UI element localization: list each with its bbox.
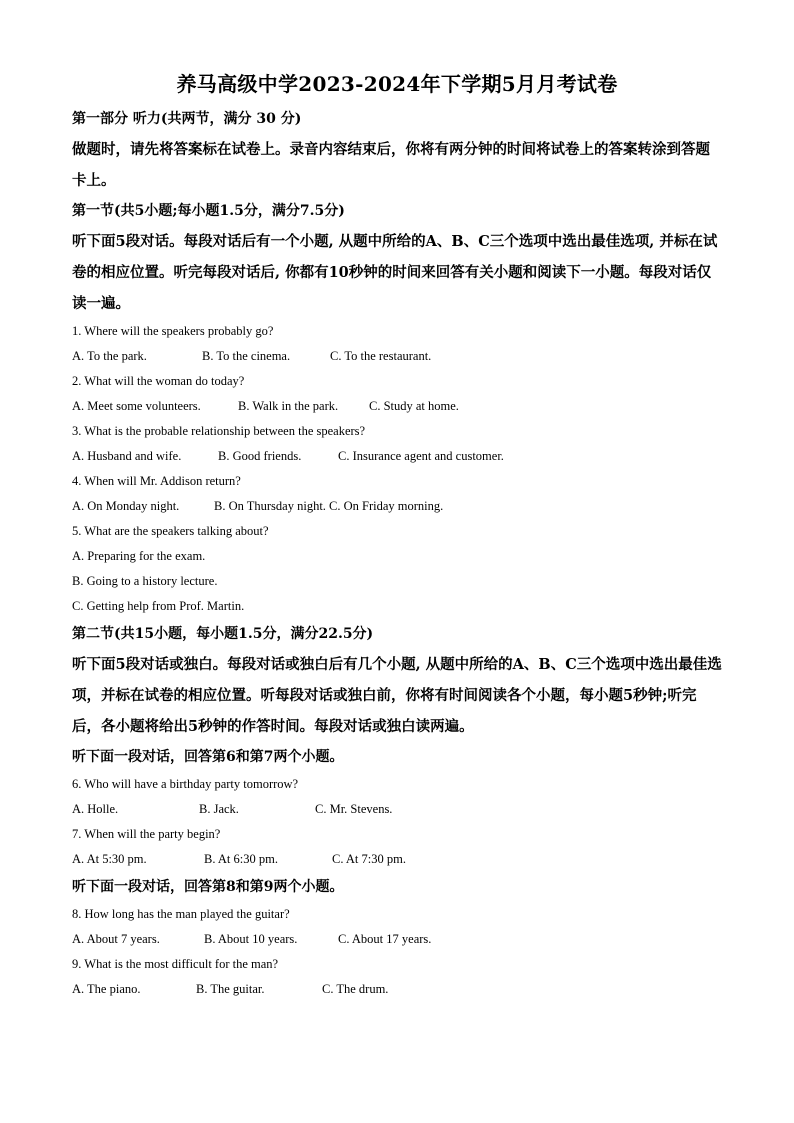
question-3-options bbox=[72, 444, 722, 469]
question-4-options bbox=[72, 494, 722, 519]
section1-instruction: 听下面5段对话。每段对话后有一个小题, 从题中所给的A、B、C三个选项中选出最佳选项, 并标在试卷的相应位置。听完每段对话后, 你都有10秒钟的时间来回答有关小题和阅读下一小题。每段对话仅读一遍。 bbox=[72, 233, 718, 312]
question-8: 8. How long has the man played the guitar? bbox=[72, 907, 290, 921]
option-b: B. The guitar. bbox=[196, 982, 265, 996]
question-7: 7. When will the party begin? bbox=[72, 827, 221, 841]
option-c: C. About 17 years. bbox=[338, 932, 432, 946]
option-c: C. Study at home. bbox=[369, 399, 459, 413]
option-c: C. Mr. Stevens. bbox=[315, 802, 393, 816]
question-7-options bbox=[72, 847, 722, 872]
option-b-c: B. On Thursday night. C. On Friday morning. bbox=[214, 499, 444, 513]
option-b: B. At 6:30 pm. bbox=[204, 852, 278, 866]
question-5: 5. What are the speakers talking about? bbox=[72, 524, 269, 538]
section2-heading: 第二节(共15小题，每小题1.5分，满分22.5分) bbox=[72, 626, 374, 642]
option-b: B. Going to a history lecture. bbox=[72, 574, 218, 588]
question-8-options bbox=[72, 927, 722, 952]
option-c: C. The drum. bbox=[322, 982, 389, 996]
question-3: 3. What is the probable relationship between the speakers? bbox=[72, 424, 366, 438]
section2-instruction: 听下面5段对话或独白。每段对话或独白后有几个小题, 从题中所给的A、B、C三个选项中选出最佳选项，并标在试卷的相应位置。听每段对话或独白前，你将有时间阅读各个小题，每小题5秒钟;听完后，各小题将给出5秒钟的作答时间。每段对话或独白读两遍。 bbox=[72, 656, 722, 735]
option-a: A. To the park. bbox=[72, 349, 147, 363]
option-a: A. At 5:30 pm. bbox=[72, 852, 147, 866]
part1-instruction: 做题时，请先将答案标在试卷上。录音内容结束后，你将有两分钟的时间将试卷上的答案转涂到答题卡上。 bbox=[72, 141, 710, 189]
question-9-options bbox=[72, 977, 722, 1002]
question-6: 6. Who will have a birthday party tomorrow? bbox=[72, 777, 299, 791]
option-a: A. Meet some volunteers. bbox=[72, 399, 201, 413]
option-b: B. To the cinema. bbox=[202, 349, 291, 363]
option-b: B. Walk in the park. bbox=[238, 399, 339, 413]
question-6-options bbox=[72, 797, 722, 822]
option-a: A. Preparing for the exam. bbox=[72, 549, 206, 563]
option-b: B. Good friends. bbox=[218, 449, 302, 463]
dialogue-1-heading: 听下面一段对话，回答第6和第7两个小题。 bbox=[72, 749, 344, 765]
question-2-options bbox=[72, 394, 722, 419]
question-9: 9. What is the most difficult for the man? bbox=[72, 957, 279, 971]
section1-heading: 第一节(共5小题;每小题1.5分，满分7.5分) bbox=[72, 203, 345, 219]
option-c: C. Getting help from Prof. Martin. bbox=[72, 599, 245, 613]
option-c: C. To the restaurant. bbox=[330, 349, 432, 363]
option-a: A. Husband and wife. bbox=[72, 449, 182, 463]
option-a: A. Holle. bbox=[72, 802, 119, 816]
question-1: 1. Where will the speakers probably go? bbox=[72, 324, 274, 338]
option-b: B. About 10 years. bbox=[204, 932, 298, 946]
option-c: C. Insurance agent and customer. bbox=[338, 449, 504, 463]
exam-title: 养马高级中学2023-2024年下学期5月月考试卷 bbox=[176, 72, 618, 96]
question-1-options bbox=[72, 344, 722, 369]
exam-content bbox=[72, 104, 722, 1002]
option-a: A. About 7 years. bbox=[72, 932, 160, 946]
question-4: 4. When will Mr. Addison return? bbox=[72, 474, 241, 488]
option-a: A. The piano. bbox=[72, 982, 141, 996]
option-b: B. Jack. bbox=[199, 802, 239, 816]
question-2: 2. What will the woman do today? bbox=[72, 374, 245, 388]
option-c: C. At 7:30 pm. bbox=[332, 852, 406, 866]
dialogue-2-heading: 听下面一段对话，回答第8和第9两个小题。 bbox=[72, 879, 344, 895]
option-a: A. On Monday night. bbox=[72, 499, 180, 513]
part1-heading: 第一部分 听力(共两节，满分 30 分) bbox=[72, 111, 302, 127]
